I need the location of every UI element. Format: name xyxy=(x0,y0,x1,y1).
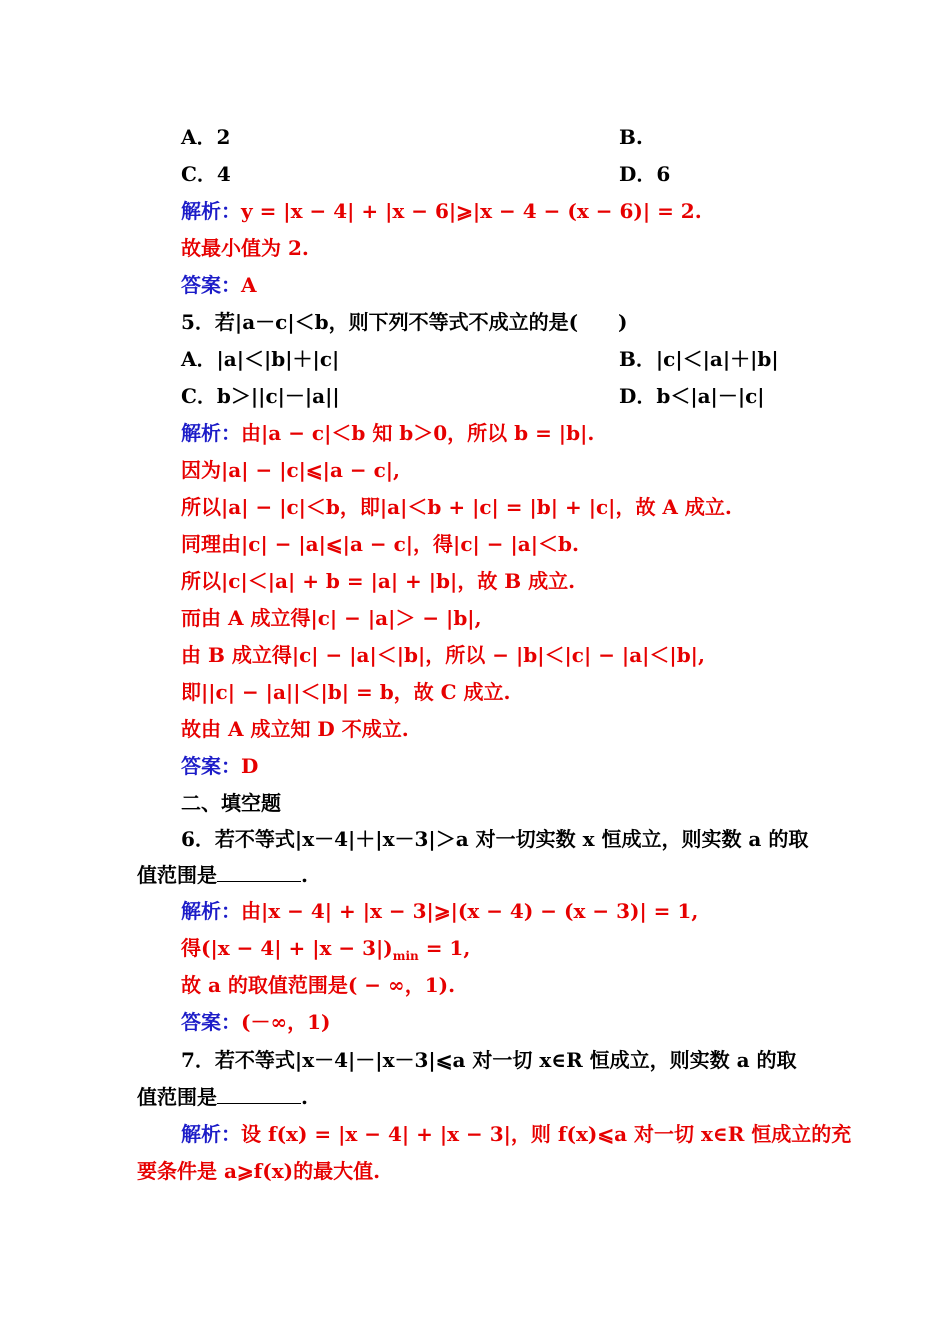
q6-analysis-line-1 xyxy=(181,898,698,924)
q4-options-row-1 xyxy=(181,124,643,150)
q7-stem-line-2 xyxy=(137,1084,308,1110)
answer-label: 答案： xyxy=(181,273,241,297)
q4-analysis-line-1 xyxy=(181,198,702,224)
q6-analysis-2-prefix: 得(|x − 4| + |x − 3|) xyxy=(181,936,393,960)
q6-stem-line-2 xyxy=(137,862,308,888)
q5-analysis-line-7: 由 B 成立得|c| − |a|＜|b|，所以 − |b|＜|c| − |a|＜|b|, xyxy=(181,643,705,667)
q7-analysis-text-1: 设 f(x) = |x − 4| + |x − 3|，则 f(x)⩽a 对一切 x∈R 恒成立的充 xyxy=(241,1122,852,1146)
q6-analysis-line-3: 故 a 的取值范围是( − ∞，1). xyxy=(181,973,456,997)
q5-analysis-line-6: 而由 A 成立得|c| − |a|＞ − |b|, xyxy=(181,606,482,630)
q5-answer xyxy=(181,753,258,779)
q5-analysis-line-1 xyxy=(181,420,594,446)
q4-option-b: B. xyxy=(619,125,643,149)
q7-stem-suffix: . xyxy=(301,1085,308,1109)
q5-analysis-line-3: 所以|a| − |c|＜b，即|a|＜b + |c| = |b| + |c|，故 A 成立. xyxy=(181,495,732,519)
q5-option-c: C．b＞||c|－|a|| xyxy=(181,384,340,408)
q5-analysis-line-8: 即||c| − |a||＜|b| = b，故 C 成立. xyxy=(181,680,511,704)
analysis-label: 解析： xyxy=(181,199,241,223)
answer-blank xyxy=(217,1085,301,1104)
q5-option-d: D．b＜|a|－|c| xyxy=(619,384,765,408)
q4-answer-value: A xyxy=(241,273,257,297)
q4-option-d: D．6 xyxy=(619,162,671,186)
q6-analysis-2-suffix: = 1, xyxy=(418,936,471,960)
q5-analysis-line-4: 同理由|c| − |a|⩽|a − c|，得|c| − |a|＜b. xyxy=(181,532,579,556)
q6-stem-line-1: 6．若不等式|x－4|＋|x－3|＞a 对一切实数 x 恒成立，则实数 a 的取 xyxy=(181,827,809,851)
q7-analysis-line-1 xyxy=(181,1121,851,1147)
q4-analysis-line-2: 故最小值为 2. xyxy=(181,236,309,260)
q6-stem-prefix: 值范围是 xyxy=(137,863,217,887)
answer-label: 答案： xyxy=(181,754,241,778)
q5-analysis-line-5: 所以|c|＜|a| + b = |a| + |b|，故 B 成立. xyxy=(181,569,576,593)
q6-analysis-text-1: 由|x − 4| + |x − 3|⩾|(x − 4) − (x − 3)| = 1, xyxy=(241,899,699,923)
analysis-label: 解析： xyxy=(181,1122,241,1146)
section-title: 二、填空题 xyxy=(181,791,281,815)
analysis-label: 解析： xyxy=(181,899,241,923)
q6-stem-suffix: . xyxy=(301,863,308,887)
q5-option-a: A．|a|＜|b|＋|c| xyxy=(181,347,340,371)
q7-analysis-line-2: 要条件是 a⩾f(x)的最大值. xyxy=(137,1159,381,1183)
q5-options-row-1 xyxy=(181,346,779,372)
q4-options-row-2 xyxy=(181,161,671,187)
q7-stem-prefix: 值范围是 xyxy=(137,1085,217,1109)
q4-option-c: C．4 xyxy=(181,162,231,186)
q4-option-a: A．2 xyxy=(181,125,231,149)
analysis-label: 解析： xyxy=(181,421,241,445)
q4-analysis-text-1: y = |x − 4| + |x − 6|⩾|x − 4 − (x − 6)| = 2. xyxy=(241,199,702,223)
q5-analysis-text-1: 由|a − c|＜b 知 b＞0，所以 b = |b|. xyxy=(241,421,595,445)
q5-option-b: B．|c|＜|a|＋|b| xyxy=(619,347,779,371)
q4-answer xyxy=(181,272,257,298)
q5-answer-value: D xyxy=(241,754,259,778)
q5-analysis-line-9: 故由 A 成立知 D 不成立. xyxy=(181,717,409,741)
answer-label: 答案： xyxy=(181,1010,241,1034)
q7-stem-line-1: 7．若不等式|x－4|－|x－3|⩽a 对一切 x∈R 恒成立，则实数 a 的取 xyxy=(181,1048,797,1072)
q6-answer xyxy=(181,1009,331,1035)
q5-stem: 5．若|a－c|＜b，则下列不等式不成立的是( ) xyxy=(181,310,628,334)
q5-options-row-2 xyxy=(181,383,765,409)
q5-analysis-line-2: 因为|a| − |c|⩽|a − c|, xyxy=(181,458,401,482)
answer-blank xyxy=(217,863,301,882)
q6-analysis-2-subscript: min xyxy=(392,949,419,963)
q6-answer-value: (－∞，1) xyxy=(241,1010,331,1034)
q6-analysis-line-2 xyxy=(181,935,470,961)
